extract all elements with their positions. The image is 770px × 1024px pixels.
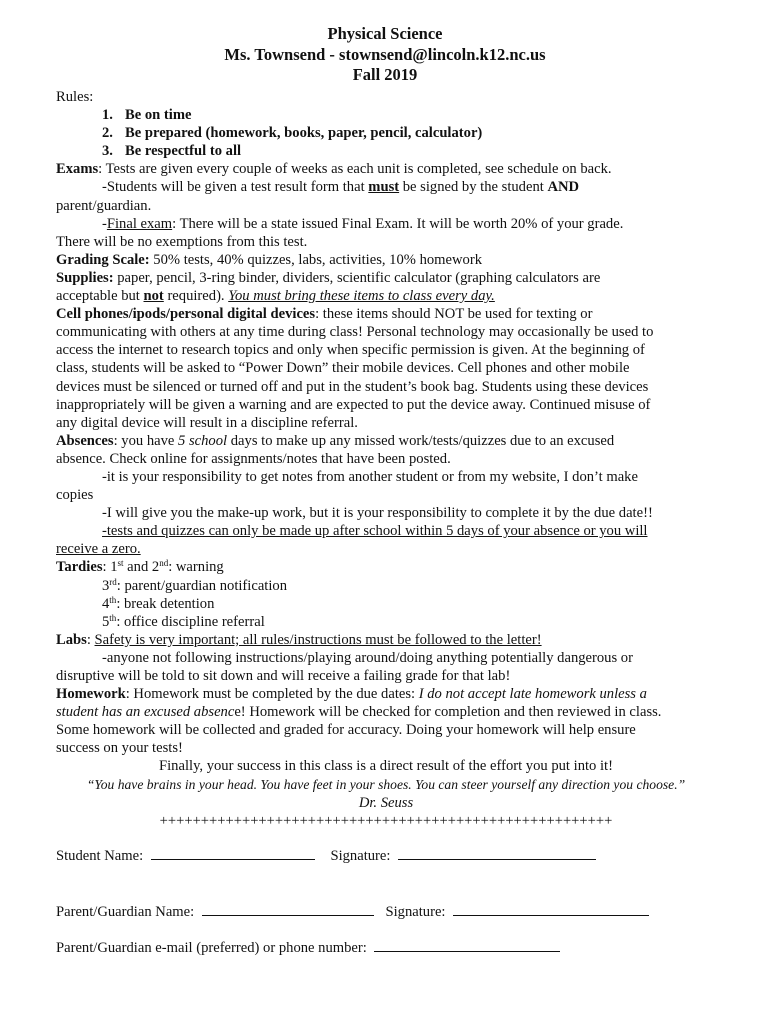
cell-phones-text: class, students will be asked to “Power Down” their mobile devices. Cell phones and other mobile (56, 360, 630, 377)
rules-label: Rules (56, 89, 90, 105)
tardy-item (56, 613, 716, 631)
course-title: Physical Science (327, 24, 443, 43)
labs-text: -anyone not following instructions/playing around/doing anything potentially dangerous or (102, 649, 633, 666)
exams-text: be signed by the student (399, 179, 548, 196)
exams-result-form (56, 178, 716, 196)
tardy-text: and 2 (123, 559, 160, 576)
supplies-text: required). (163, 288, 229, 305)
absences-text: : you have (113, 432, 179, 449)
author-text: Dr. Seuss (358, 794, 414, 811)
tardy-consequence: : parent/guardian notification (116, 577, 287, 594)
ordinal-suffix: th (109, 594, 117, 605)
tardy-item (56, 577, 716, 595)
tardy-number: 3 (102, 577, 110, 594)
tardy-number: 1 (110, 559, 118, 576)
tardy-consequence: : warning (168, 559, 224, 576)
absences-warning: -tests and quizzes can only be made up after school within 5 days of your absence or you will (102, 523, 648, 540)
exams-text: : There will be a state issued Final Exam. It will be worth 20% of your grade. (172, 215, 624, 232)
parent-name-field[interactable] (202, 902, 374, 916)
quote-author (56, 794, 716, 812)
cell-phones-text: : these items should NOT be used for texting or (315, 306, 593, 323)
homework-text: : Homework must be completed by the due dates: (125, 686, 419, 703)
parent-contact-field[interactable] (374, 938, 560, 952)
homework-policy: I do not accept late homework unless a (418, 686, 647, 703)
absences-text: copies (56, 487, 94, 504)
rule-text: Be prepared (homework, books, paper, pencil, calculator) (125, 125, 483, 142)
emphasis-must: must (368, 179, 400, 196)
rule-number: 2. (102, 125, 113, 142)
homework-section (56, 685, 716, 703)
cell-phones-text: devices must be silenced or turned off and put in the student’s book bag. Students using these devices (56, 378, 649, 395)
absences-section (56, 432, 716, 450)
parent-signature-row (56, 902, 649, 921)
rule-number: 1. (102, 107, 113, 124)
ordinal-suffix: th (109, 612, 117, 623)
exams-section (56, 160, 716, 178)
cell-phones-section (56, 305, 716, 323)
parent-contact-row (56, 938, 560, 957)
labs-safety: Safety is very important; all rules/instructions must be followed to the letter! (94, 631, 542, 648)
homework-label: Homework (56, 686, 126, 703)
supplies-section (56, 269, 716, 287)
parent-signature-field[interactable] (453, 902, 649, 916)
cell-phones-label: Cell phones/ipods/personal digital devices (56, 306, 316, 323)
cell-phones-text: any digital device will result in a discipline referral. (56, 414, 358, 431)
cell-phones-text: access the internet to research topics and only when specific permission is given. At the beginning of (56, 342, 645, 359)
exams-text: There will be no exemptions from this test. (56, 233, 308, 250)
absences-text (56, 522, 716, 540)
labs-section: Labs: Safety is very important; all rules/instructions must be followed to the letter! (56, 631, 542, 648)
emphasis-and: AND (547, 179, 580, 196)
tardy-number: 5 (102, 613, 110, 630)
supplies-text (56, 287, 716, 305)
student-name-field[interactable] (151, 846, 315, 860)
final-exam-label: Final exam (106, 215, 173, 232)
tardies-label: Tardies (56, 559, 103, 576)
supplies-reminder: You must bring these items to class every day. (228, 288, 495, 305)
tardy-consequence: : break detention (116, 595, 215, 612)
term: Fall 2019 (352, 65, 418, 84)
labs-label: Labs (56, 631, 87, 648)
absences-text: days to make up any missed work/tests/quizzes due to an excused (227, 432, 615, 449)
homework-text: Some homework will be collected and graded for accuracy. Doing your homework will help ensure (56, 722, 636, 739)
closing-line: Finally, your success in this class is a direct result of the effort you put into it! (159, 758, 613, 775)
grading-label: Grading Scale: (56, 251, 150, 268)
absences-text: absence. Check online for assignments/notes that have been posted. (56, 450, 451, 467)
ordinal-suffix: nd (159, 558, 169, 569)
parent-name-label: Parent/Guardian Name: (56, 904, 195, 920)
syllabus-body (56, 88, 716, 830)
grading-scale (56, 251, 716, 269)
quote-text: “You have brains in your head. You have feet in your shoes. You can steer yourself any direction you choose.” (86, 776, 686, 792)
absences-days: 5 school (178, 432, 228, 449)
emphasis-not: not (143, 288, 164, 305)
exams-text: : Tests are given every couple of weeks as each unit is completed, see schedule on back. (98, 161, 612, 178)
student-name-label: Student Name: (56, 848, 144, 864)
final-exam-line (56, 215, 716, 233)
parent-contact-label: Parent/Guardian e-mail (preferred) or phone number: (56, 940, 367, 956)
tardies-section: Tardies: 1st and 2nd: warning (56, 558, 224, 576)
labs-text: disruptive will be told to sit down and will receive a failing grade for that lab! (56, 668, 511, 684)
tardy-item (56, 595, 716, 613)
rule-text: Be respectful to all (125, 143, 242, 160)
ordinal-suffix: st (117, 558, 124, 569)
grading-text: 50% tests, 40% quizzes, labs, activities, 10% homework (149, 251, 482, 268)
cell-phones-text: inappropriately will be given a warning and are expected to put the device away. Continued misuse of (56, 396, 651, 413)
supplies-label: Supplies: (56, 269, 114, 286)
rule-number: 3. (102, 143, 113, 160)
exams-label: Exams (56, 161, 99, 178)
exams-text: - (102, 215, 107, 232)
parent-signature-label: Signature: (385, 904, 446, 920)
exams-text: parent/guardian. (56, 197, 152, 214)
absences-warning: receive a zero. (56, 541, 141, 558)
student-signature-label: Signature: (330, 848, 391, 864)
rules-heading: Rules: (56, 89, 94, 105)
absences-label: Absences (56, 432, 114, 449)
seuss-quote (56, 776, 716, 794)
rule-item (56, 106, 716, 124)
exams-text: -Students will be given a test result form that (102, 179, 369, 196)
cell-phones-text: communicating with others at any time during class! Personal technology may occasionally be used to (56, 324, 654, 341)
teacher-contact: Ms. Townsend - stownsend@lincoln.k12.nc.us (224, 44, 546, 64)
student-signature-row (56, 846, 596, 865)
absences-text: -it is your responsibility to get notes from another student or from my website, I don’t make (102, 468, 638, 485)
rule-item (56, 124, 716, 142)
supplies-text: paper, pencil, 3-ring binder, dividers, scientific calculator (graphing calculators are (113, 269, 601, 286)
absences-text (56, 540, 716, 558)
homework-policy: student has an excused absenc (56, 704, 235, 721)
ordinal-suffix: rd (109, 576, 117, 587)
rule-item (56, 142, 716, 160)
rule-text: Be on time (125, 107, 192, 124)
tardy-consequence: : office discipline referral (116, 613, 265, 630)
homework-text: success on your tests! (56, 740, 183, 757)
absences-text: -I will give you the make-up work, but it is your responsibility to complete it by the due date!! (102, 505, 653, 522)
homework-text (56, 703, 716, 721)
document-header (0, 24, 770, 86)
student-signature-field[interactable] (398, 846, 596, 860)
homework-text: e! Homework will be checked for completion and then reviewed in class. (234, 704, 662, 721)
supplies-text: acceptable but (56, 288, 144, 305)
divider: +++++++++++++++++++++++++++++++++++++++++++++++++++++++ (159, 812, 613, 829)
tardy-number: 4 (102, 595, 110, 612)
